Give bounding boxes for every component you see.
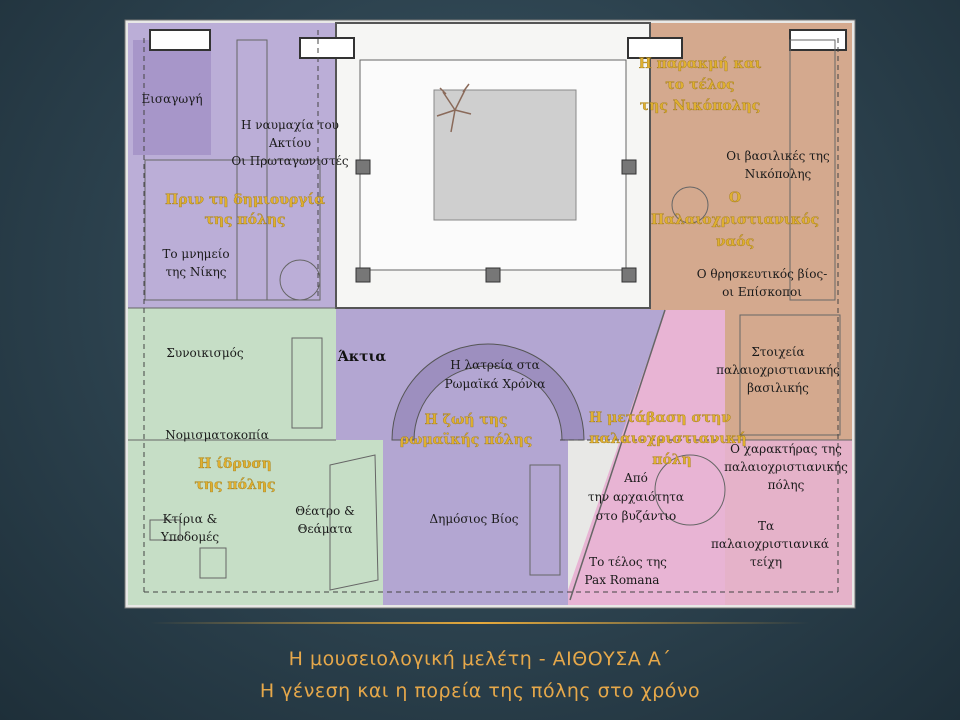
zone-decline-3: της Νικόπολης (639, 98, 761, 114)
label-antiquity-3: στο βυζάντιο (595, 509, 677, 523)
label-walls-3: τείχη (749, 555, 783, 569)
zone-founding-1: Η ίδρυση (198, 456, 272, 472)
label-victory-monument-1: Το μνημείο (162, 247, 230, 261)
zone-transition-1: Η μετάβαση στην (588, 410, 732, 426)
label-city-character-1: Ο χαρακτήρας της (730, 442, 842, 456)
label-public-life: Δημόσιος Βίος (429, 512, 519, 526)
zone-decline-2: το τέλος (665, 77, 735, 93)
label-naval-battle-1: Η ναυμαχία του (241, 118, 339, 132)
label-buildings-1: Κτίρια & (162, 512, 218, 526)
label-naval-battle-2: Ακτίου (268, 136, 312, 150)
label-basilicas-2: Νικόπολης (744, 167, 812, 181)
label-city-character-3: πόλης (767, 478, 805, 492)
label-pax-romana-2: Pax Romana (584, 573, 660, 587)
zone-roman-life-2: ρωμαϊκής πόλης (399, 432, 533, 448)
zone-church-2: Παλαιοχριστιανικός (650, 212, 820, 228)
zone-before-founding-2: της πόλης (204, 212, 286, 228)
zone-church-3: ναός (715, 234, 755, 250)
zone-church-1: Ο (728, 190, 742, 206)
label-naval-battle-3: Οι Πρωταγωνιστές (231, 154, 349, 168)
caption-line-1: Η μουσειολογική μελέτη - ΑΙΘΟΥΣΑ Α΄ (288, 648, 672, 670)
zone-before-founding-1: Πριν τη δημιουργία (164, 192, 326, 208)
zone-transition-2: παλαιοχριστιανική (589, 431, 747, 447)
zone-decline-1: Η παρακμή και (638, 56, 762, 72)
label-settlement: Συνοικισμός (166, 346, 244, 360)
zone-transition-3: πόλη (652, 452, 692, 468)
label-aktia: Άκτια (337, 349, 387, 365)
caption-divider (150, 622, 810, 624)
caption-line-2: Η γένεση και η πορεία της πόλης στο χρόνο (259, 680, 701, 702)
label-theatre-2: Θεάματα (297, 522, 353, 536)
zone-roman-life-1: Η ζωή της (424, 412, 508, 428)
label-religious-life-2: οι Επίσκοποι (722, 285, 802, 299)
label-worship-1: Η λατρεία στα (450, 358, 540, 372)
label-religious-life-1: Ο θρησκευτικός βίος- (696, 267, 828, 281)
label-basilica-elements-3: βασιλικής (747, 381, 809, 395)
label-walls-2: παλαιοχριστιανικά (711, 537, 829, 551)
label-antiquity-1: Από (624, 471, 648, 485)
label-worship-2: Ρωμαϊκά Χρόνια (444, 377, 546, 391)
label-walls-1: Τα (757, 519, 775, 533)
zone-founding-2: της πόλης (194, 477, 276, 493)
label-introduction: Εισαγωγή (141, 92, 203, 106)
label-antiquity-2: την αρχαιότητα (588, 490, 684, 504)
label-theatre-1: Θέατρο & (295, 504, 355, 518)
label-buildings-2: Υποδομές (160, 530, 220, 544)
label-basilica-elements-2: παλαιοχριστιανικής (716, 363, 840, 377)
label-pax-romana-1: Το τέλος της (589, 555, 667, 569)
label-basilicas-1: Οι βασιλικές της (726, 149, 830, 163)
label-city-character-2: παλαιοχριστιανικής (724, 460, 848, 474)
label-victory-monument-2: της Νίκης (165, 265, 227, 279)
label-basilica-elements-1: Στοιχεία (751, 345, 805, 359)
label-mint: Νομισματοκοπία (165, 428, 269, 442)
